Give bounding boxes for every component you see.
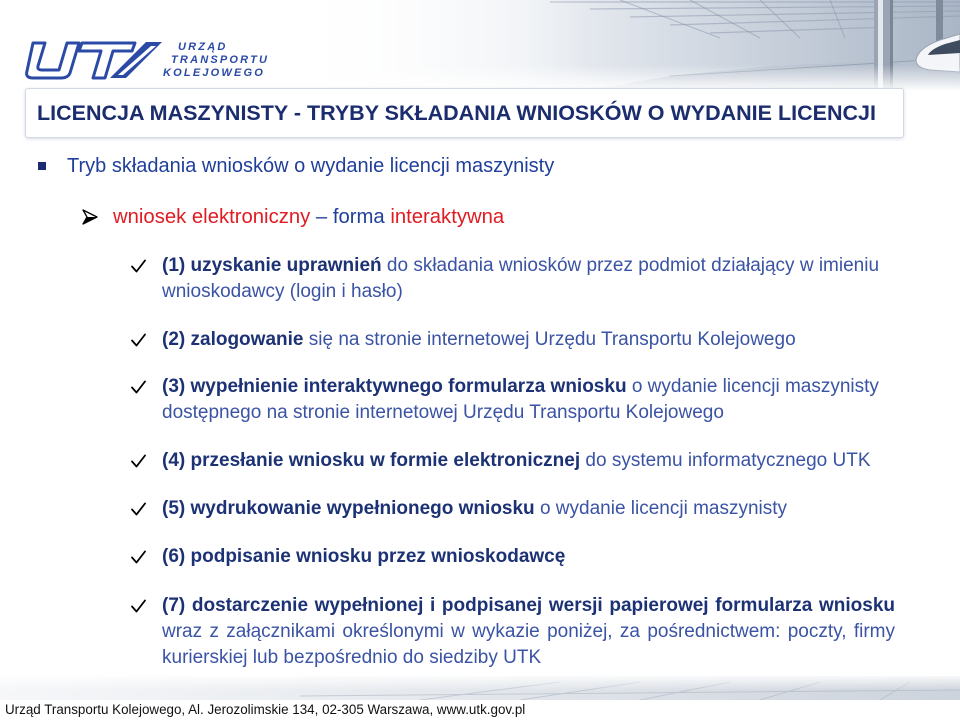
footer-photo-strip xyxy=(0,676,960,700)
check-icon xyxy=(130,501,147,517)
check-icon xyxy=(130,379,147,395)
step-item-6 xyxy=(130,544,895,570)
utk-logo xyxy=(25,38,165,82)
header-photo xyxy=(290,0,960,90)
main-bullet xyxy=(38,153,554,179)
step-bold-text: (4) przesłanie wniosku w formie elektronicznej xyxy=(162,450,581,471)
sub-bullet-connector: – forma xyxy=(315,206,385,228)
square-bullet-icon xyxy=(38,162,46,170)
sub-bullet-highlight-2: interaktywna xyxy=(390,206,505,228)
step-bold-text: (1) uzyskanie uprawnień xyxy=(162,255,382,276)
arrowhead-bullet-icon xyxy=(82,209,98,225)
step-text: do składania wniosków przez podmiot działający w imieniu wnioskodawcy (login i hasło) xyxy=(162,255,880,302)
check-stroke xyxy=(132,335,145,346)
check-icon xyxy=(130,453,147,469)
footer-address: Urząd Transportu Kolejowego, Al. Jerozolimskie 134, 02-305 Warszawa, www.utk.gov.pl xyxy=(5,702,526,717)
check-stroke xyxy=(132,504,145,515)
check-stroke xyxy=(132,456,145,467)
step-text: o wydanie licencji maszynisty xyxy=(539,498,788,519)
logo-letter-u xyxy=(27,43,79,78)
step-bold-text: (6) podpisanie wniosku przez wnioskodawcę xyxy=(162,546,566,567)
org-name-line-1: URZĄD xyxy=(178,41,228,53)
step-bold-text: (5) wydrukowanie wypełnionego wniosku xyxy=(162,498,535,519)
slide-title: LICENCJA MASZYNISTY - TRYBY SKŁADANIA WNIOSKÓW O WYDANIE LICENCJI xyxy=(37,101,876,125)
check-icon xyxy=(130,332,147,348)
main-bullet-text: Tryb składania wniosków o wydanie licencji maszynisty xyxy=(67,155,555,177)
step-bold-text: (3) wypełnienie interaktywnego formularza wniosku xyxy=(162,376,627,397)
step-text: wraz z załącznikami określonymi w wykazie poniżej, za pośrednictwem: poczty, firmy kurierskiej lub bezpośrednio do siedziby UTK xyxy=(162,621,895,668)
footer-strip-fade xyxy=(0,676,960,700)
check-stroke xyxy=(132,552,145,563)
sub-bullet xyxy=(82,204,504,230)
step-item-1 xyxy=(130,253,895,305)
check-stroke xyxy=(132,382,145,393)
sub-bullet-highlight-1: wniosek elektroniczny xyxy=(113,206,311,228)
step-item-2 xyxy=(130,327,895,353)
step-bold-text: (2) zalogowanie xyxy=(162,329,304,350)
title-box xyxy=(25,88,904,138)
org-name-line-3: KOLEJOWEGO xyxy=(163,67,266,79)
step-item-3 xyxy=(130,374,895,426)
step-item-4 xyxy=(130,448,895,474)
check-icon xyxy=(130,258,147,274)
step-text: do systemu informatycznego UTK xyxy=(585,450,871,471)
step-text: się na stronie internetowej Urzędu Transportu Kolejowego xyxy=(308,329,796,350)
check-stroke xyxy=(132,261,145,272)
step-item-5 xyxy=(130,496,895,522)
photo-fade-bottom xyxy=(290,0,960,90)
org-name-line-2: TRANSPORTU xyxy=(171,54,270,66)
check-stroke xyxy=(132,601,145,612)
step-bold-text: (7) dostarczenie wypełnionej i podpisanej wersji papierowej formularza wniosku xyxy=(162,595,895,616)
check-icon xyxy=(130,549,147,565)
check-icon xyxy=(130,598,147,614)
step-item-7 xyxy=(130,593,895,671)
step-text: o wydanie licencji maszynisty dostępnego na stronie internetowej Urzędu Transportu Kolejowego xyxy=(162,376,879,423)
